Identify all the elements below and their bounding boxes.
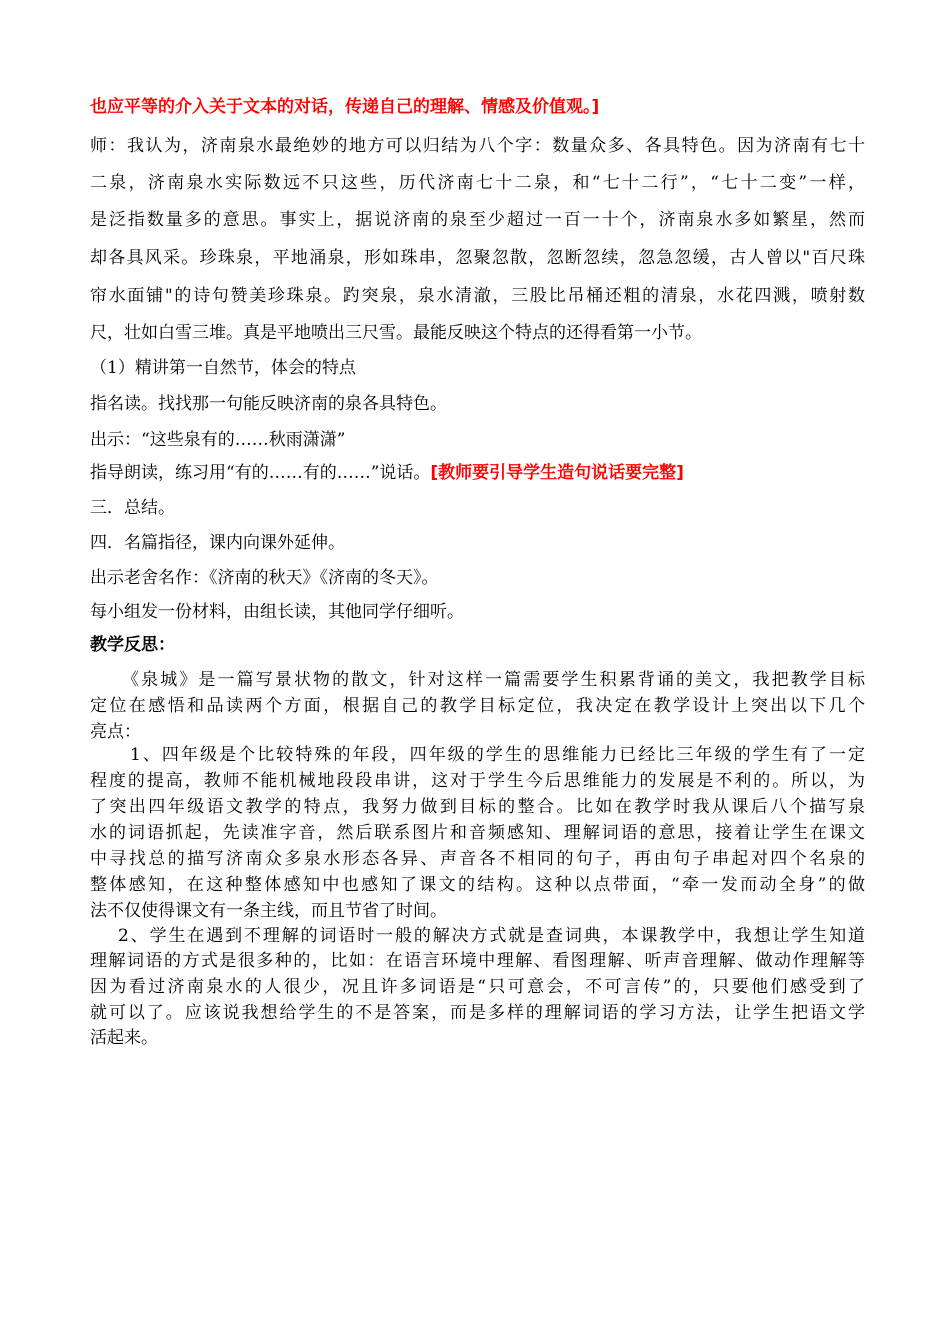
teacher-line-4: 却各具风采。珍珠泉，平地涌泉，形如珠串，忽聚忽散，忽断忽续，忽急忽缓，古人曾以"百尺珠 (90, 248, 865, 268)
teacher-line-6: 尺，壮如白雪三堆。真是平地喷出三尺雪。最能反映这个特点的还得看第一小节。 (90, 323, 702, 343)
reflection-p2-line-7: 法不仅使得课文有一条主线，而且节省了时间。 (90, 901, 447, 921)
reflection-p3-line-2: 理解词语的方式是很多种的，比如：在语言环境中理解、看图理解、听声音理解、做动作理解等 (90, 951, 865, 971)
item-3: 出示：“这些泉有的……秋雨潇潇” (90, 430, 346, 450)
reflection-p2-line-3: 了突出四年级语文教学的特点，我努力做到目标的整合。比如在教学时我从课后八个描写泉 (90, 797, 865, 817)
reflection-p2-line-4: 水的词语抓起，先读准字音，然后联系图片和音频感知、理解词语的意思，接着让学生在课文 (90, 823, 865, 843)
reflection-p3-line-5: 活起来。 (90, 1028, 158, 1048)
reflection-p3-line-4: 就可以了。应该说我想给学生的不是答案，而是多样的理解词语的学习方法，让学生把语文学 (90, 1003, 865, 1023)
reflection-p2-line-6: 整体感知，在这种整体感知中也感知了课文的结构。这种以点带面，“牵一发而动全身”的做 (90, 875, 865, 895)
teacher-line-2: 二泉，济南泉水实际数远不只这些，历代济南七十二泉，和“七十二行”，“七十二变”一样， (90, 173, 865, 193)
teacher-line-5: 帘水面铺"的诗句赞美珍珠泉。趵突泉，泉水清澈，三股比吊桶还粗的清泉，水花四溅，喷射数 (90, 286, 865, 306)
red-annotation: 也应平等的介入关于文本的对话，传递自己的理解、情感及价值观。] (90, 97, 600, 117)
reflection-title: 教学反思： (90, 635, 175, 655)
section-3-heading: 三．总结。 (90, 498, 175, 518)
reflection-p2-line-2: 程度的提高，教师不能机械地段段串讲，这对于学生今后思维能力的发展是不利的。所以，为 (90, 771, 865, 791)
teacher-line-1: 师：我认为，济南泉水最绝妙的地方可以归结为八个字：数量众多、各具特色。因为济南有七十 (90, 136, 865, 156)
reflection-p1-line-2: 定位在感悟和品读两个方面，根据自己的教学目标定位，我决定在教学设计上突出以下几个 (90, 696, 865, 716)
section-4-heading: 四．名篇指径，课内向课外延伸。 (90, 533, 345, 553)
item-2: 指名读。找找那一句能反映济南的泉各具特色。 (90, 394, 447, 414)
item-4-text: 指导朗读，练习用“有的……有的……”说话。 (90, 463, 431, 483)
reflection-p2-line-5: 中寻找总的描写济南众多泉水形态各异、声音各不相同的句子，再由句子串起对四个名泉的 (90, 849, 865, 869)
item-1: （1）精讲第一自然节，体会的特点 (90, 358, 356, 378)
reflection-p1-line-1: 《泉城》是一篇写景状物的散文，针对这样一篇需要学生积累背诵的美文，我把教学目标 (122, 670, 865, 690)
item-4 (90, 462, 865, 484)
reflection-p3-line-3: 因为看过济南泉水的人很少，况且许多词语是“只可意会，不可言传”的，只要他们感受到了 (90, 977, 865, 997)
reflection-p2-line-1: 1、四年级是个比较特殊的年段，四年级的学生的思维能力已经比三年级的学生有了一定 (130, 745, 865, 765)
item-5: 出示老舍名作：《济南的秋天》《济南的冬天》。 (90, 568, 439, 588)
item-6: 每小组发一份材料，由组长读，其他同学仔细听。 (90, 602, 464, 622)
reflection-p3-line-1: 2、学生在遇到不理解的词语时一般的解决方式就是查词典，本课教学中，我想让学生知道 (118, 926, 865, 946)
teacher-line-3: 是泛指数量多的意思。事实上，据说济南的泉至少超过一百一十个，济南泉水多如繁星，然而 (90, 210, 865, 230)
reflection-p1-line-3: 亮点： (90, 722, 141, 742)
item-4-note: [教师要引导学生造句说话要完整] (430, 463, 684, 483)
